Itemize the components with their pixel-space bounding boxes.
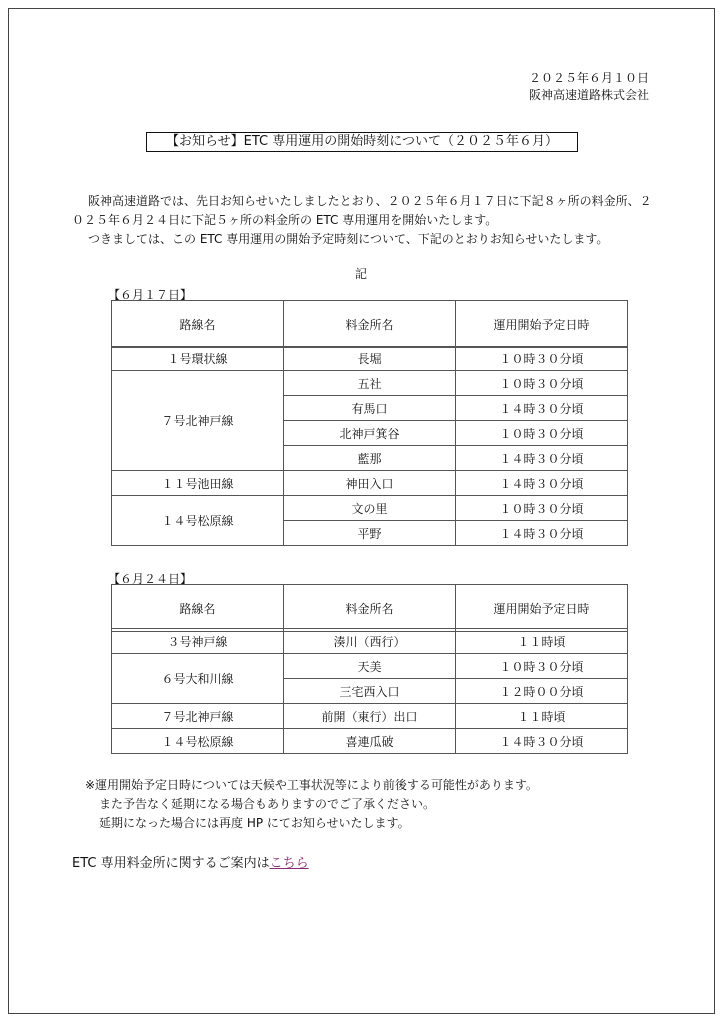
table-row (112, 629, 628, 654)
footer-text: ETC 専用料金所に関するご案内は (72, 856, 270, 871)
route-cell: ７号北神戸線 (112, 371, 284, 471)
booth-cell: 長堀 (284, 347, 456, 371)
time-cell: １０時３０分頃 (456, 654, 628, 679)
time-cell: １０時３０分頃 (456, 371, 628, 396)
schedule-table-june24 (111, 584, 628, 632)
time-cell: １０時３０分頃 (456, 496, 628, 521)
time-cell: １２時００分頃 (456, 679, 628, 704)
route-cell: １４号松原線 (112, 496, 284, 546)
booth-cell: 平野 (284, 521, 456, 546)
table-row (112, 704, 628, 729)
route-cell: ３号神戸線 (112, 629, 284, 654)
note-line-3: 延期になった場合には再度 HP にてお知らせいたします。 (99, 816, 410, 830)
header-route: 路線名 (112, 585, 284, 632)
header-time: 運用開始予定日時 (456, 585, 628, 632)
footer-info (72, 852, 309, 871)
table-row (112, 496, 628, 521)
ki-heading: 記 (355, 267, 368, 281)
intro-paragraph-1: 阪神高速道路では、先日お知らせいたしましたとおり、２０２５年６月１７日に下記８ヶ所の料金所、２０２５年６月２４日に下記５ヶ所の料金所の ETC 専用運用を開始いたします。 (72, 194, 652, 227)
table-row (112, 347, 628, 371)
header-booth: 料金所名 (284, 301, 456, 348)
time-cell: １０時３０分頃 (456, 347, 628, 371)
notes (85, 776, 538, 833)
booth-cell: 文の里 (284, 496, 456, 521)
note-line-1: ※運用開始予定日時については天候や工事状況等により前後する可能性があります。 (85, 778, 538, 792)
table-row (112, 729, 628, 754)
time-cell: １４時３０分頃 (456, 446, 628, 471)
route-cell: ６号大和川線 (112, 654, 284, 704)
booth-cell: 湊川（西行） (284, 629, 456, 654)
notice-title: 【お知らせ】ETC 専用運用の開始時刻について（２０２５年６月） (146, 132, 578, 152)
time-cell: １０時３０分頃 (456, 421, 628, 446)
header-route: 路線名 (112, 301, 284, 348)
table-row (112, 654, 628, 679)
table1-label: 【６月１７日】 (108, 288, 193, 302)
document-header (529, 70, 649, 104)
issue-date: ２０２５年６月１０日 (528, 71, 649, 85)
intro-text (72, 192, 662, 249)
booth-cell: 北神戸箕谷 (284, 421, 456, 446)
table-row (112, 471, 628, 496)
time-cell: １４時３０分頃 (456, 521, 628, 546)
route-cell: １４号松原線 (112, 729, 284, 754)
table-row (112, 371, 628, 396)
booth-cell: 喜連瓜破 (284, 729, 456, 754)
booth-cell: 藍那 (284, 446, 456, 471)
table-header-row (112, 585, 628, 632)
booth-cell: 神田入口 (284, 471, 456, 496)
booth-cell: 三宅西入口 (284, 679, 456, 704)
header-booth: 料金所名 (284, 585, 456, 632)
booth-cell: 五社 (284, 371, 456, 396)
header-time: 運用開始予定日時 (456, 301, 628, 348)
route-cell: １１号池田線 (112, 471, 284, 496)
company-name: 阪神高速道路株式会社 (528, 88, 649, 102)
table2-label: 【６月２４日】 (108, 572, 193, 586)
time-cell: １１時頃 (456, 704, 628, 729)
time-cell: １１時頃 (456, 629, 628, 654)
route-cell: ７号北神戸線 (112, 704, 284, 729)
intro-paragraph-2: つきましては、この ETC 専用運用の開始予定時刻について、下記のとおりお知らせいたします。 (88, 232, 609, 246)
booth-cell: 有馬口 (284, 396, 456, 421)
here-link[interactable]: こちら (269, 856, 309, 871)
schedule-table-june17-body (111, 346, 628, 546)
booth-cell: 天美 (284, 654, 456, 679)
schedule-table-june24-body (111, 628, 628, 754)
time-cell: １４時３０分頃 (456, 396, 628, 421)
time-cell: １４時３０分頃 (456, 471, 628, 496)
table-header-row (112, 301, 628, 348)
time-cell: １４時３０分頃 (456, 729, 628, 754)
note-line-2: また予告なく延期になる場合もありますのでご了承ください。 (99, 797, 436, 811)
route-cell: １号環状線 (112, 347, 284, 371)
booth-cell: 前開（東行）出口 (284, 704, 456, 729)
